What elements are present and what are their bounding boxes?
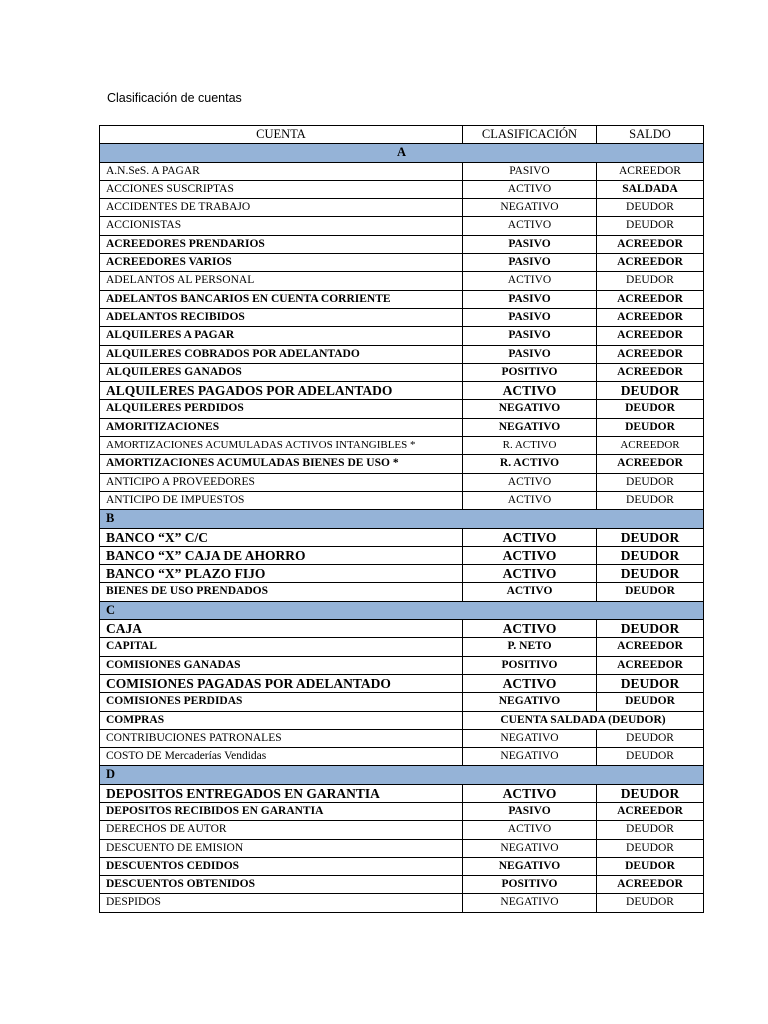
- section-row: [100, 510, 704, 528]
- table-row: [100, 180, 704, 198]
- cell-saldo: DEUDOR: [597, 857, 704, 875]
- cell-saldo: ACREEDOR: [597, 638, 704, 656]
- cell-cuenta: ACCIONES SUSCRIPTAS: [100, 180, 463, 198]
- cell-saldo: DEUDOR: [597, 784, 704, 802]
- cell-clasificacion: ACTIVO: [463, 821, 597, 839]
- cell-clasificacion: ACTIVO: [463, 546, 597, 564]
- header-clasificacion: CLASIFICACIÓN: [463, 126, 597, 144]
- table-row: [100, 363, 704, 381]
- cell-clasificacion: NEGATIVO: [463, 748, 597, 766]
- cell-clasificacion: ACTIVO: [463, 583, 597, 601]
- cell-saldo: DEUDOR: [597, 583, 704, 601]
- table-row: [100, 656, 704, 674]
- cell-clasificacion: POSITIVO: [463, 876, 597, 894]
- cell-clasificacion: NEGATIVO: [463, 894, 597, 912]
- cell-cuenta: ACREEDORES PRENDARIOS: [100, 235, 463, 253]
- cell-clasificacion: ACTIVO: [463, 382, 597, 400]
- cell-cuenta: DESCUENTO DE EMISION: [100, 839, 463, 857]
- cell-clasificacion: NEGATIVO: [463, 729, 597, 747]
- section-letter: A: [100, 144, 704, 162]
- cell-clasificacion: ACTIVO: [463, 674, 597, 692]
- table-row: [100, 876, 704, 894]
- header-saldo: SALDO: [597, 126, 704, 144]
- cell-saldo: DEUDOR: [597, 748, 704, 766]
- table-row: [100, 546, 704, 564]
- header-cuenta: CUENTA: [100, 126, 463, 144]
- table-row: [100, 345, 704, 363]
- cell-saldo: DEUDOR: [597, 491, 704, 509]
- cell-clasificacion: POSITIVO: [463, 656, 597, 674]
- cell-cuenta: BANCO “X” PLAZO FIJO: [100, 565, 463, 583]
- cell-saldo: DEUDOR: [597, 400, 704, 418]
- cell-saldo: ACREEDOR: [597, 345, 704, 363]
- cell-cuenta: A.N.SeS. A PAGAR: [100, 162, 463, 180]
- section-letter: D: [100, 766, 704, 784]
- cell-clasificacion: P. NETO: [463, 638, 597, 656]
- table-row: [100, 693, 704, 711]
- cell-saldo: DEUDOR: [597, 821, 704, 839]
- cell-clasificacion: NEGATIVO: [463, 857, 597, 875]
- table-row: [100, 400, 704, 418]
- table-row: [100, 638, 704, 656]
- cell-cuenta: ANTICIPO DE IMPUESTOS: [100, 491, 463, 509]
- cell-cuenta: ALQUILERES PAGADOS POR ADELANTADO: [100, 382, 463, 400]
- table-row: [100, 674, 704, 692]
- cell-cuenta: ADELANTOS RECIBIDOS: [100, 308, 463, 326]
- cell-cuenta: ACCIONISTAS: [100, 217, 463, 235]
- cell-saldo: DEUDOR: [597, 528, 704, 546]
- accounts-table: [99, 125, 704, 913]
- table-row: [100, 437, 704, 455]
- cell-clasificacion: PASIVO: [463, 254, 597, 272]
- table-row: [100, 565, 704, 583]
- accounts-table-body: [100, 126, 704, 913]
- cell-cuenta: CONTRIBUCIONES PATRONALES: [100, 729, 463, 747]
- cell-saldo: ACREEDOR: [597, 802, 704, 820]
- cell-cuenta: AMORITIZACIONES: [100, 418, 463, 436]
- cell-cuenta: CAPITAL: [100, 638, 463, 656]
- cell-clasificacion: PASIVO: [463, 162, 597, 180]
- cell-cuenta: DEPOSITOS RECIBIDOS EN GARANTIA: [100, 802, 463, 820]
- cell-saldo: ACREEDOR: [597, 162, 704, 180]
- cell-clasificacion: NEGATIVO: [463, 199, 597, 217]
- section-row: [100, 766, 704, 784]
- cell-cuenta: COMISIONES GANADAS: [100, 656, 463, 674]
- cell-clasificacion: R. ACTIVO: [463, 437, 597, 455]
- cell-cuenta: DEPOSITOS ENTREGADOS EN GARANTIA: [100, 784, 463, 802]
- cell-cuenta: AMORTIZACIONES ACUMULADAS BIENES DE USO *: [100, 455, 463, 473]
- cell-cuenta: ALQUILERES GANADOS: [100, 363, 463, 381]
- cell-saldo: ACREEDOR: [597, 235, 704, 253]
- cell-clasificacion: NEGATIVO: [463, 839, 597, 857]
- cell-cuenta: BANCO “X” CAJA DE AHORRO: [100, 546, 463, 564]
- cell-saldo: DEUDOR: [597, 620, 704, 638]
- cell-cuenta: ALQUILERES A PAGAR: [100, 327, 463, 345]
- cell-saldo: DEUDOR: [597, 382, 704, 400]
- cell-cuenta: ACREEDORES VARIOS: [100, 254, 463, 272]
- cell-cuenta: CAJA: [100, 620, 463, 638]
- table-row: [100, 308, 704, 326]
- cell-cuenta: DESCUENTOS OBTENIDOS: [100, 876, 463, 894]
- cell-clasificacion: PASIVO: [463, 345, 597, 363]
- cell-clasificacion: ACTIVO: [463, 620, 597, 638]
- cell-clasificacion: ACTIVO: [463, 180, 597, 198]
- section-row: [100, 144, 704, 162]
- cell-clasificacion: NEGATIVO: [463, 418, 597, 436]
- cell-cuenta: BANCO “X” C/C: [100, 528, 463, 546]
- table-row: [100, 784, 704, 802]
- cell-saldo: DEUDOR: [597, 674, 704, 692]
- table-row: [100, 217, 704, 235]
- cell-cuenta: ALQUILERES PERDIDOS: [100, 400, 463, 418]
- table-row: [100, 894, 704, 912]
- cell-cuenta: AMORTIZACIONES ACUMULADAS ACTIVOS INTANGIBLES *: [100, 437, 463, 455]
- cell-clasificacion: NEGATIVO: [463, 693, 597, 711]
- table-header-row: [100, 126, 704, 144]
- table-row: [100, 199, 704, 217]
- cell-clasificacion: NEGATIVO: [463, 400, 597, 418]
- cell-cuenta: ACCIDENTES DE TRABAJO: [100, 199, 463, 217]
- cell-clasificacion: ACTIVO: [463, 217, 597, 235]
- cell-cuenta: COMISIONES PAGADAS POR ADELANTADO: [100, 674, 463, 692]
- cell-saldo: DEUDOR: [597, 565, 704, 583]
- table-row: [100, 802, 704, 820]
- cell-saldo: ACREEDOR: [597, 363, 704, 381]
- table-row: [100, 583, 704, 601]
- cell-clasificacion: PASIVO: [463, 235, 597, 253]
- cell-saldo: DEUDOR: [597, 894, 704, 912]
- cell-saldo: ACREEDOR: [597, 290, 704, 308]
- cell-saldo: ACREEDOR: [597, 876, 704, 894]
- cell-clasificacion: PASIVO: [463, 802, 597, 820]
- cell-clasificacion: ACTIVO: [463, 473, 597, 491]
- cell-clasificacion: PASIVO: [463, 290, 597, 308]
- cell-cuenta: COMISIONES PERDIDAS: [100, 693, 463, 711]
- cell-saldo: DEUDOR: [597, 693, 704, 711]
- cell-saldo: SALDADA: [597, 180, 704, 198]
- cell-saldo: DEUDOR: [597, 729, 704, 747]
- table-row: [100, 857, 704, 875]
- table-row: [100, 290, 704, 308]
- table-row: [100, 839, 704, 857]
- cell-saldo: ACREEDOR: [597, 308, 704, 326]
- cell-saldo: ACREEDOR: [597, 455, 704, 473]
- cell-cuenta: BIENES DE USO PRENDADOS: [100, 583, 463, 601]
- cell-cuenta: DESCUENTOS CEDIDOS: [100, 857, 463, 875]
- cell-cuenta: ADELANTOS BANCARIOS EN CUENTA CORRIENTE: [100, 290, 463, 308]
- section-row: [100, 601, 704, 619]
- document-title: Clasificación de cuentas: [107, 91, 242, 105]
- table-row: [100, 455, 704, 473]
- table-row: [100, 272, 704, 290]
- cell-saldo: DEUDOR: [597, 272, 704, 290]
- cell-saldo: ACREEDOR: [597, 656, 704, 674]
- cell-clasificacion: POSITIVO: [463, 363, 597, 381]
- table-row: [100, 473, 704, 491]
- cell-cuenta: COMPRAS: [100, 711, 463, 729]
- cell-saldo: DEUDOR: [597, 418, 704, 436]
- cell-clasificacion: PASIVO: [463, 327, 597, 345]
- table-row: [100, 821, 704, 839]
- table-row: [100, 254, 704, 272]
- table-row: [100, 711, 704, 729]
- cell-saldo: ACREEDOR: [597, 254, 704, 272]
- cell-clasificacion: ACTIVO: [463, 784, 597, 802]
- cell-cuenta: DERECHOS DE AUTOR: [100, 821, 463, 839]
- cell-clasificacion: PASIVO: [463, 308, 597, 326]
- table-row: [100, 620, 704, 638]
- table-row: [100, 528, 704, 546]
- cell-saldo: DEUDOR: [597, 217, 704, 235]
- cell-saldo: DEUDOR: [597, 199, 704, 217]
- cell-merged-clasificacion-saldo: CUENTA SALDADA (DEUDOR): [463, 711, 704, 729]
- table-row: [100, 418, 704, 436]
- cell-clasificacion: ACTIVO: [463, 272, 597, 290]
- cell-clasificacion: R. ACTIVO: [463, 455, 597, 473]
- section-letter: C: [100, 601, 704, 619]
- table-row: [100, 491, 704, 509]
- table-row: [100, 729, 704, 747]
- cell-cuenta: ALQUILERES COBRADOS POR ADELANTADO: [100, 345, 463, 363]
- cell-clasificacion: ACTIVO: [463, 565, 597, 583]
- cell-cuenta: DESPIDOS: [100, 894, 463, 912]
- cell-clasificacion: ACTIVO: [463, 528, 597, 546]
- table-row: [100, 162, 704, 180]
- cell-cuenta: COSTO DE Mercaderías Vendidas: [100, 748, 463, 766]
- cell-saldo: DEUDOR: [597, 839, 704, 857]
- table-row: [100, 235, 704, 253]
- table-row: [100, 382, 704, 400]
- section-letter: B: [100, 510, 704, 528]
- table-row: [100, 748, 704, 766]
- table-row: [100, 327, 704, 345]
- cell-clasificacion: ACTIVO: [463, 491, 597, 509]
- cell-saldo: DEUDOR: [597, 546, 704, 564]
- cell-saldo: ACREEDOR: [597, 437, 704, 455]
- cell-saldo: ACREEDOR: [597, 327, 704, 345]
- cell-cuenta: ANTICIPO A PROVEEDORES: [100, 473, 463, 491]
- cell-saldo: DEUDOR: [597, 473, 704, 491]
- cell-cuenta: ADELANTOS AL PERSONAL: [100, 272, 463, 290]
